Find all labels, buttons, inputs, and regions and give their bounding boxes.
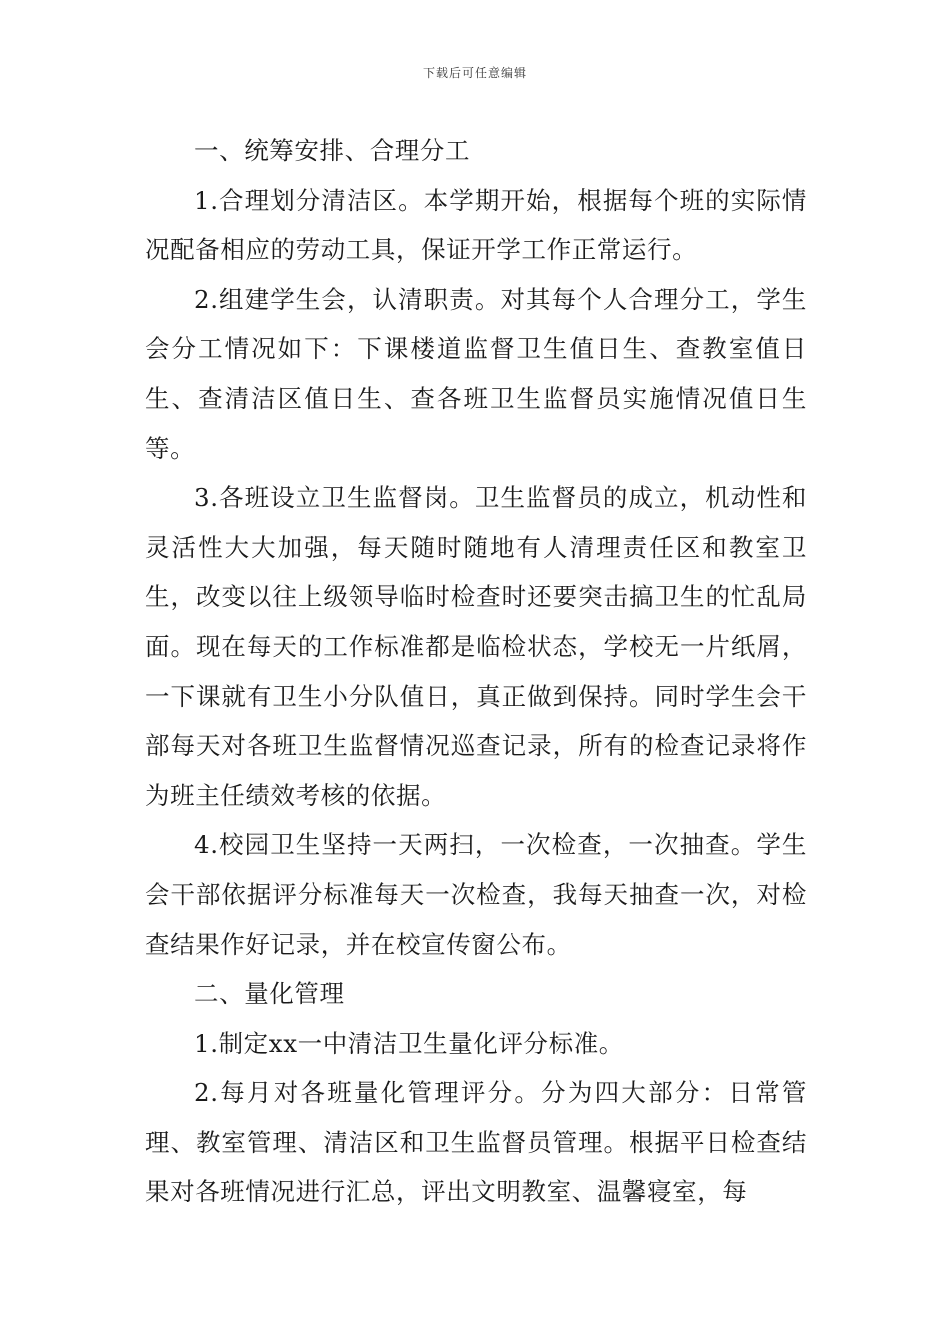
paragraph-1-1: 1.合理划分清洁区。本学期开始，根据每个班的实际情况配备相应的劳动工具，保证开学工作正常运行。 (145, 185, 807, 265)
section-heading-2: 二、量化管理 (194, 979, 345, 1009)
page-header-note: 下载后可任意编辑 (422, 66, 527, 80)
document-body (145, 126, 807, 1217)
paragraph-1-2: 2.组建学生会，认清职责。对其每个人合理分工，学生会分工情况如下：下课楼道监督卫生值日生、查教室值日生、查清洁区值日生、查各班卫生监督员实施情况值日生等。 (145, 284, 807, 463)
paragraph-2-2: 2.每月对各班量化管理评分。分为四大部分：日常管理、教室管理、清洁区和卫生监督员管理。根据平日检查结果对各班情况进行汇总，评出文明教室、温馨寝室，每 (145, 1078, 807, 1207)
section-heading-1: 一、统筹安排、合理分工 (194, 136, 471, 165)
paragraph-1-3: 3.各班设立卫生监督岗。卫生监督员的成立，机动性和灵活性大大加强，每天随时随地有人清理责任区和教室卫生，改变以往上级领导临时检查时还要突击搞卫生的忙乱局面。现在每天的工作标准都是临检状态，学校无一片纸屑，一下课就有卫生小分队值日，真正做到保持。同时学生会干部每天对各班卫生监督情况巡查记录，所有的检查记录将作为班主任绩效考核的依据。 (145, 483, 807, 810)
paragraph-1-4: 4.校园卫生坚持一天两扫，一次检查，一次抽查。学生会干部依据评分标准每天一次检查，我每天抽查一次，对检查结果作好记录，并在校宣传窗公布。 (145, 830, 807, 959)
paragraph-2-1: 1.制定xx一中清洁卫生量化评分标准。 (194, 1028, 624, 1058)
